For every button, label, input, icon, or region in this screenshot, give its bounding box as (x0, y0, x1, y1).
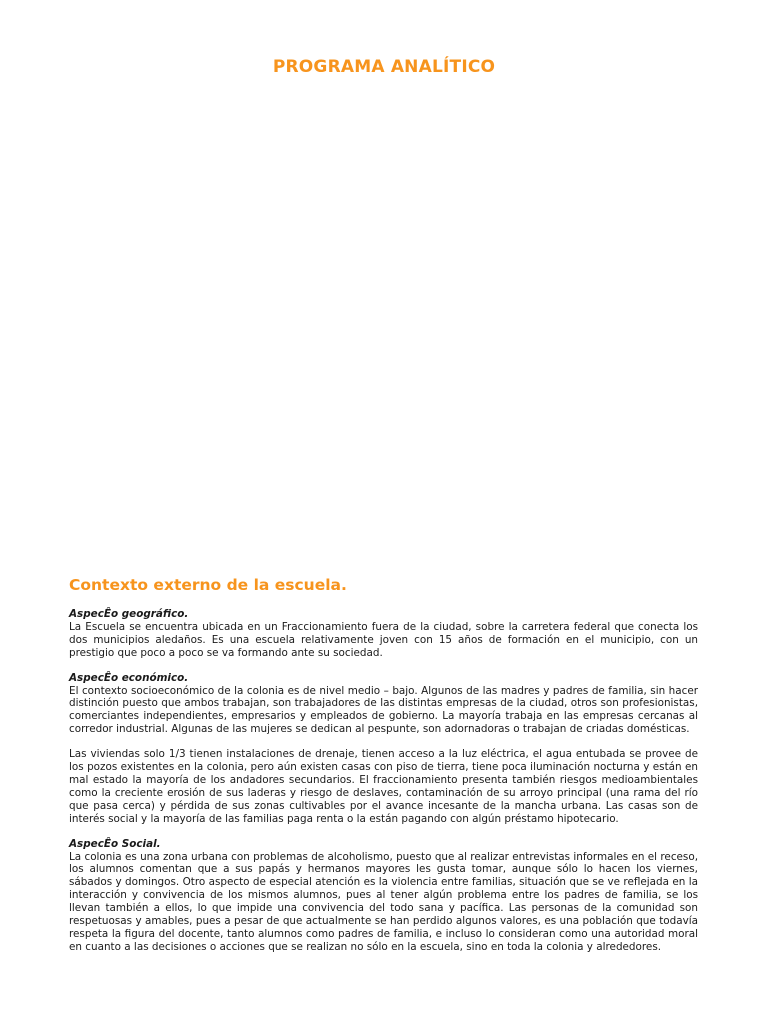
document-body (69, 574, 698, 954)
section-title: Contexto externo de la escuela. (69, 576, 347, 594)
economic-heading: AspecÊo económico. (69, 671, 189, 684)
social-heading: AspecÊo Social. (69, 837, 161, 850)
geographic-paragraph: La Escuela se encuentra ubicada en un Fraccionamiento fuera de la ciudad, sobre la carretera federal que conecta los dos municipios aledaños. Es una escuela relativamente joven con 15 años de formación en el municipio, con un prestigio que poco a poco se va formando ante su sociedad. (69, 620, 698, 659)
page-title: PROGRAMA ANALÍTICO (272, 57, 496, 77)
spacer (69, 660, 698, 672)
social-paragraph: La colonia es una zona urbana con problemas de alcoholismo, puesto que al realizar entrevistas informales en el receso, los alumnos comentan que a sus papás y hermanos mayores les gusta tomar, aunque sólo lo hacen los viernes, sábados y domingos. Otro aspecto de especial atención es la violencia entre familias, situación que se ve reflejada en la interacción y convivencia de los mismos alumnos, pues al tener algún problema entre los padres de familia, se los llevan también a ellos, lo que impide una convivencia del todo sana y pacífica. Las personas de la comunidad son respetuosas y amables, pues a pesar de que actualmente se han perdido algunos valores, es una población que todavía respeta la figura del docente, tanto alumnos como padres de familia, e incluso lo consideran como una autoridad moral en cuanto a las decisiones o acciones que se realizan no sólo en la escuela, sino en toda la colonia y alrededores. (69, 850, 698, 953)
economic-paragraph-1: El contexto socioeconómico de la colonia es de nivel medio – bajo. Algunos de las madres y padres de familia, sin hacer distinción puesto que ambos trabajan, son trabajadores de las distintas empresas de la ciudad, otros son profesionistas, comerciantes independientes, empresarios y empleados de gobierno. La mayoría trabaja en las empresas cercanas al corredor industrial. Algunas de las mujeres se dedican al pespunte, son adornadoras o trabajan de criadas domésticas. (69, 684, 698, 736)
economic-paragraph-2: Las viviendas solo 1/3 tienen instalaciones de drenaje, tienen acceso a la luz eléctrica, el agua entubada se provee de los pozos existentes en la colonia, pero aún existen casas con piso de tierra, tiene poca iluminación nocturna y están en mal estado la mayoría de los andadores secundarios. El fraccionamiento presenta también riesgos medioambientales como la creciente erosión de sus laderas y riesgo de deslaves, contaminación de su arroyo principal (una rama del río que pasa cerca) y pérdida de sus zonas cultivables por el avance incesante de la mancha urbana. Las casas son de interés social y la mayoría de las familias paga renta o la están pagando con algún préstamo hipotecario. (69, 748, 698, 825)
spacer (69, 736, 698, 748)
geographic-heading: AspecÊo geográfico. (69, 608, 189, 620)
spacer (69, 826, 698, 838)
